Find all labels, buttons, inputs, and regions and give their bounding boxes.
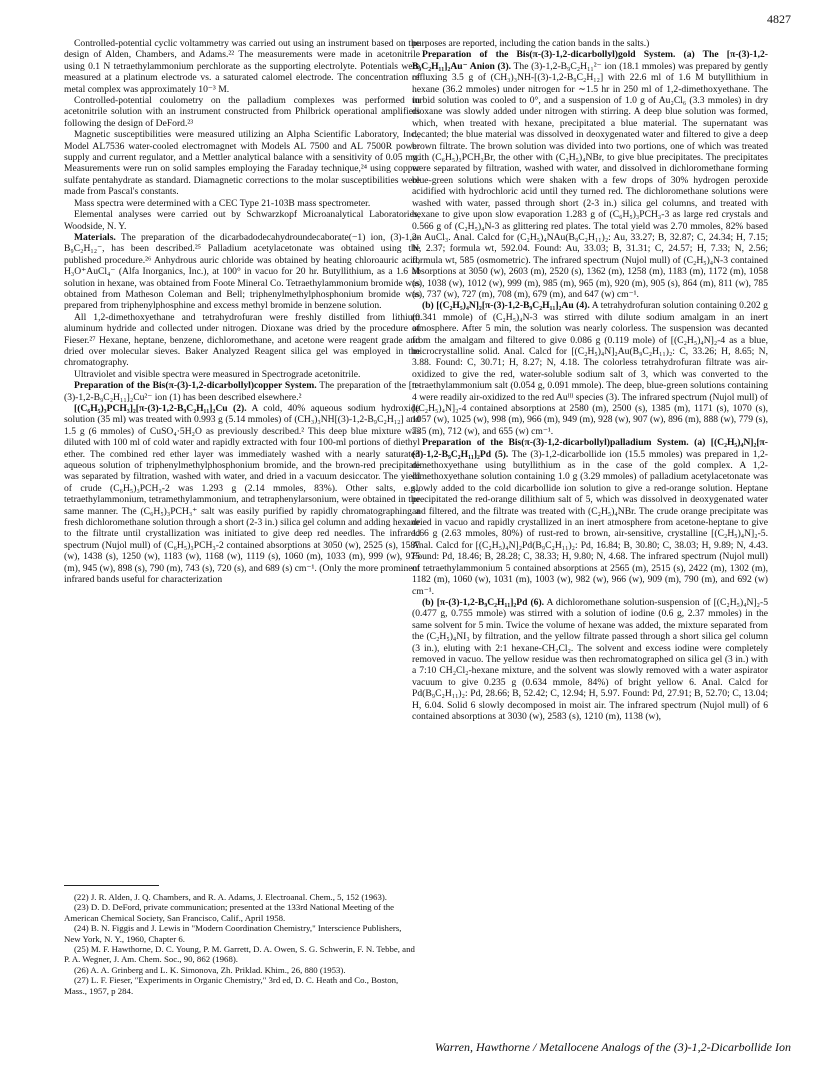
footnotes (64, 885, 420, 996)
section-heading: Preparation of the Bis(π-(3)-1,2-dicarbollyl)palladium System. (a) [(C₂H₅)₄N]₂[π-(3)-1,2-B₉C₂H₁₁]₂Pd (5). (412, 437, 768, 460)
footnote: (22) J. R. Alden, J. Q. Chambers, and R. A. Adams, J. Electroanal. Chem., 5, 152 (1963). (74, 892, 387, 902)
paragraph: [(C₆H₅)₃PCH₃]₂[π-(3)-1,2-B₉C₂H₁₁]₂Cu (2). A cold, 40% aqueous sodium hydroxide solution (35 ml) was treated with 0.993 g (5.14 mmoles) of (CH₃)₃NH[(3)-1,2-B₉C₂H₁₂] and 1.5 g (6 mmoles) of CuSO₄·5H₂O as previously described.² This deep blue mixture was diluted with 100 ml of cold water and rapidly extracted with four 100-ml portions of diethyl ether. The combined red ether layer was immediately washed with a nearly saturated aqueous solution of triphenylmethylphosphonium bromide, and the brown-red precipitate was separated by filtration, washed with water, and dried in a vacuum desiccator. The yield of crude (C₆H₅)₃PCH₃-2 was 1.293 g (2.14 mmoles, 83%). Other salts, e.g., tetraethylammonium, tetramethylammonium, and tetraphenylarsonium, were obtained in the same manner. The (C₆H₅)₃PCH₃⁺ salt was easily purified by rapidly chromatographing a fresh dichloromethane solution through a short (2-3 in.) silica gel column and adding hexane to the filtrate until crystallization was initiated to give deep red needles. The infrared spectrum (Nujol mull) of (C₆H₅)₃PCH₃-2 contained absorptions at 3050 (w), 2525 (s), 1587 (w), 1438 (s), 1250 (w), 1183 (w), 1168 (w), 1119 (s), 1060 (m), 1033 (m), 999 (w), 975 (m), 945 (w), 898 (s), 790 (m), 743 (s), 720 (s), and 689 (s) cm⁻¹. (Only the more prominent infrared bands useful for characterization (64, 403, 420, 586)
footnote-rule (64, 885, 159, 886)
paragraph: Preparation of the Bis(π-(3)-1,2-dicarbollyl)palladium System. (a) [(C₂H₅)₄N]₂[π-(3)-1,2-B₉C₂H₁₁]₂Pd (5). The (3)-1,2-dicarbollide ion (15.5 mmoles) was prepared in 1,2-dimethoxyethane using butyllithium as in the case of the gold complex. A 1,2-dimethoxyethane solution containing 1.0 g (3.29 mmoles) of palladium acetylacetonate was slowly added to the cold dicarbollide ion solution to give a red-orange solution. Heptane precipitated the red-orange dilithium salt of 5, which was dissolved in deoxygenated water and filtered, and the filtrate was treated with (C₂H₅)₄NBr. The crude orange precipitate was dried in vacuo and rapidly crystallized in an inert atmosphere from acetone-heptane to give 1.66 g (2.63 mmoles, 80%) of rust-red to brown, air-sensitive, crystalline [(C₂H₅)₄N]₂-5. Anal. Calcd for [(C₂H₅)₄N]₂Pd(B₉C₂H₁₁)₂: Pd, 16.84; B, 30.80; C, 38.03; H, 9.89; N, 4.43. Found: Pd, 18.46; B, 28.28; C, 38.33; H, 9.80; N, 4.68. The infrared spectrum (Nujol mull) of tetraethylammonium 5 contained absorptions at 2565 (m), 2515 (s), 2422 (m), 1302 (m), 1182 (m), 1060 (w), 1031 (m), 1003 (w), 982 (w), 966 (w), 909 (m), 790 (m), and 692 (w) cm⁻¹. (412, 437, 768, 597)
footnote: (25) M. F. Hawthorne, D. C. Young, P. M. Garrett, D. A. Owen, S. G. Schwerin, F. N. Tebbe, and P. A. Wegner, J. Am. Chem. Soc., 90, 862 (1968). (64, 944, 415, 965)
paragraph: purposes are reported, including the cation bands in the salts.) (412, 38, 650, 49)
footnote: (26) A. A. Grinberg and L. K. Simonova, Zh. Priklad. Khim., 26, 880 (1953). (74, 964, 346, 975)
paragraph: Ultraviolet and visible spectra were measured in Spectrograde acetonitrile. (74, 368, 361, 380)
footnote: (24) B. N. Figgis and J. Lewis in "Modern Coordination Chemistry," Interscience Publishers, New York, N. Y., 1960, Chapter 6. (64, 923, 402, 944)
paragraph: Controlled-potential cyclic voltammetry was carried out using an instrument based on the design of Alden, Chambers, and Adams.²² The measurements were made in acetonitrile using 0.1 N tetraethylammonium perchlorate as the supporting electrolyte. Potentials were measured at a platinum electrode vs. a saturated calomel electrode. The concentration of metal complex was approximately 10⁻³ M. (64, 38, 420, 95)
paragraph: Magnetic susceptibilities were measured utilizing an Alpha Scientific Laboratory, Inc., Model AL7536 water-cooled electromagnet with Models AL 7500 and AL 7500R power supply and current regulator, and a Mettler analytical balance with a sensitivity of 0.05 mg. Measurements were run on solid samples employing the Faraday technique,²⁴ using copper sulfate pentahydrate as standard. Diamagnetic corrections to the molar susceptibilities were made from Pascal's constants. (64, 129, 420, 198)
paragraph: (b) [(C₂H₅)₄N]₂[π-(3)-1,2-B₉C₂H₁₁]₂Au (4). A tetrahydrofuran solution containing 0.202 g (0.341 mmole) of (C₂H₅)₄N-3 was stirred with dilute sodium amalgam in an inert atmosphere. After 5 min, the solution was nearly colorless. The suspension was decanted from the amalgam and filtered to give 0.086 g (0.119 mole) of [(C₂H₅)₄N]₂-4 as a blue, microcrystalline solid. Anal. Calcd for [(C₂H₅)₄N]₂Au(B₉C₂H₁₁)₂: C, 33.26; H, 8.65; N, 3.88. Found: C, 30.71; H, 8.27; N, 4.18. The colorless tetrahydrofuran filtrate was air-oxidized to give the red, water-soluble sodium salt of 3, which was converted to the tetraethylammonium salt (0.054 g, 0.091 mmole). The deep, blue-green solutions containing 4 were readily air-oxidized to the red Auᴵᴵᴵ species (3). The infrared spectrum (Nujol mull) of [(C₂H₅)₄N]₂-4 contained absorptions at 2580 (m), 2500 (s), 1385 (m), 1171 (s), 1070 (s), 1057 (w), 1025 (w), 998 (m), 966 (m), 949 (m), 928 (w), 907 (w), 896 (m), 888 (w), 779 (s), 735 (m), 712 (w), and 655 (w) cm⁻¹. (412, 300, 768, 437)
paragraph: Materials. The preparation of the dicarbadodecahydroundecaborate(−1) ion, (3)-1,2-B₉C₂H₁₂⁻, has been described.²⁵ Palladium acetylacetonate was obtained using the published procedure.²⁶ Anhydrous auric chloride was obtained by heating chloroauric acid, H₃O⁺AuCl₄⁻ (Alfa Inorganics, Inc.), at 100° in vacuo for 20 hr. Butyllithium, as a 1.6 M solution in hexane, was obtained from Foote Mineral Co. Tetraethylammonium bromide was obtained from Matheson Coleman and Bell; triphenylmethylphosphonium bromide was prepared from triphenylphosphine and excess methyl bromide in benzene solution. (64, 231, 420, 312)
paragraph: All 1,2-dimethoxyethane and tetrahydrofuran were freshly distilled from lithium aluminum hydride and collected under nitrogen. Dioxane was dried by the procedure of Fieser.²⁷ Hexane, heptane, benzene, dichloromethane, and acetone were reagent grade and dried over molecular sieves. Baker Analyzed Reagent silica gel was employed in the chromatography. (64, 311, 420, 369)
paragraph: (b) [π-(3)-1,2-B₉C₂H₁₁]₂Pd (6). A dichloromethane solution-suspension of [(C₂H₅)₄N]₂-5 (0.477 g, 0.755 mmole) was stirred with a solution of iodine (0.6 g, 2.37 mmoles) in the same solvent for 5 min. Twice the volume of hexane was added, the mixture separated from the (C₂H₅)₄NI₃ by filtration, and the yellow filtrate passed through a short silica gel column (3 in.), eluting with 2:1 hexane-CH₂Cl₂. The solvent and excess iodine were completely removed in vacuo. The yellow residue was then rechromatographed on silica gel (3 in.) with a 7:10 CH₂Cl₂-hexane mixture, and the solvent was slowly removed with a water aspirator vacuum to give 0.235 g (0.634 mmole, 84%) of bright yellow 6. Anal. Calcd for Pd(B₉C₂H₁₁)₂: Pd, 28.66; B, 52.42; C, 12.94; H, 5.97. Found: Pd, 27.91; B, 52.70; C, 13.04; H, 6.04. Solid 6 slowly decomposed in moist air. The infrared spectrum (Nujol mull) of 6 contained absorptions at 3030 (w), 2583 (s), 1210 (m), 1138 (w), (412, 596, 768, 722)
compound-heading: [(C₆H₅)₃PCH₃]₂[π-(3)-1,2-B₉C₂H₁₁]₂Cu (2). (74, 403, 247, 414)
paragraph: Preparation of the Bis(π-(3)-1,2-dicarbollyl)gold System. (a) The [π-(3)-1,2-B₉C₂H₁₁]₂Au⁻ Anion (3). The (3)-1,2-B₉C₂H₁₁²⁻ ion (18.1 mmoles) was prepared by gently refluxing 3.5 g of (CH₃)₃NH-[(3)-1,2-B₉C₂H₁₂] with 22.6 ml of 1.6 M butyllithium in hexane (36.2 mmoles) under nitrogen for ∼1.5 hr in 250 ml of 1,2-dimethoxyethane. The turbid solution was cooled to 0°, and a suspension of 1.0 g of Au₂Cl₆ (3.3 mmoles) in dry dioxane was slowly added under nitrogen with stirring. A deep blue solution was formed, which, when treated with hexane, precipitated a blue material. The supernatant was decanted; the blue material was dissolved in deoxygenated water and filtered to give a deep brown filtrate. The brown solution was divided into two portions, one of which was treated with (C₆H₅)₃PCH₃Br, the other with (C₂H₅)₄NBr, to give blue precipitates. The precipitates were separated by filtration, washed with water, and dissolved in dichloromethane forming blue-green solutions which were shaken with a few drops of 30% hydrogen peroxide acidified with hydrochloric acid until they turned red. The dichloromethane solutions were washed with water, passed through short (2-3 in.) silica gel columns, and treated with hexane to give upon slow evaporation 1.283 g of (C₆H₅)₃PCH₃-3 as large red crystals and 0.566 g of (C₂H₅)₄N-3 as glittering red plates. The total yield was 2.70 mmoles, 82% based on AuCl₃. Anal. Calcd for (C₂H₅)₄NAu(B₉C₂H₁₁)₂: Au, 33.27; B, 32.87; C, 24.34; H, 7.15; N, 2.37; formula wt, 592.04. Found: Au, 33.03; B, 31.31; C, 24.57; H, 7.33; N, 2.56; formula wt, 585 (osmometric). The infrared spectrum (Nujol mull) of (C₂H₅)₄N-3 contained absorptions at 3050 (w), 2603 (m), 2520 (s), 1362 (m), 1258 (m), 1183 (m), 1172 (m), 1058 (s), 1038 (w), 1012 (w), 999 (m), 985 (m), 965 (m), 920 (m), 905 (s), 864 (m), 811 (w), 785 (s), 737 (w), 727 (m), 708 (m), 679 (m), and 647 (w) cm⁻¹. (412, 49, 768, 300)
section-heading: Materials. (74, 231, 116, 243)
section-heading: Preparation of the Bis(π-(3)-1,2-dicarbollyl)gold System. (a) The [π-(3)-1,2-B₉C₂H₁₁]₂Au⁻ Anion (3). (412, 49, 768, 72)
paragraph: Controlled-potential coulometry on the palladium complexes was performed in acetonitrile solution with an instrument constructed from Philbrick operational amplifiers following the design of DeFord.²³ (64, 95, 420, 129)
page-number: 4827 (767, 12, 791, 26)
section-heading: Preparation of the Bis(π-(3)-1,2-dicarbollyl)copper System. (74, 380, 317, 392)
left-column (64, 38, 420, 586)
running-footer: Warren, Hawthorne / Metallocene Analogs of the (3)-1,2-Dicarbollide Ion (434, 1040, 791, 1054)
compound-heading: (b) [(C₂H₅)₄N]₂[π-(3)-1,2-B₉C₂H₁₁]₂Au (4). (422, 300, 590, 312)
paragraph: Preparation of the Bis(π-(3)-1,2-dicarbollyl)copper System. The preparation of the [π-(3)-1,2-B₉C₂H₁₁]₂Cu²⁻ ion (1) has been described elsewhere.² (64, 380, 420, 403)
paragraph: Elemental analyses were carried out by Schwarzkopf Microanalytical Laboratories, Woodside, N. Y. (64, 209, 420, 232)
footnote: (27) L. F. Fieser, "Experiments in Organic Chemistry," 3rd ed, D. C. Heath and Co., Boston, Mass., 1957, p 284. (64, 975, 399, 996)
paragraph: Mass spectra were determined with a CEC Type 21-103B mass spectrometer. (74, 197, 371, 209)
footnote: (23) D. D. DeFord, private communication; presented at the 133rd National Meeting of the American Chemical Society, San Francisco, Calif., April 1958. (64, 902, 395, 923)
compound-heading: (b) [π-(3)-1,2-B₉C₂H₁₁]₂Pd (6). (422, 596, 545, 608)
right-column (412, 38, 768, 722)
